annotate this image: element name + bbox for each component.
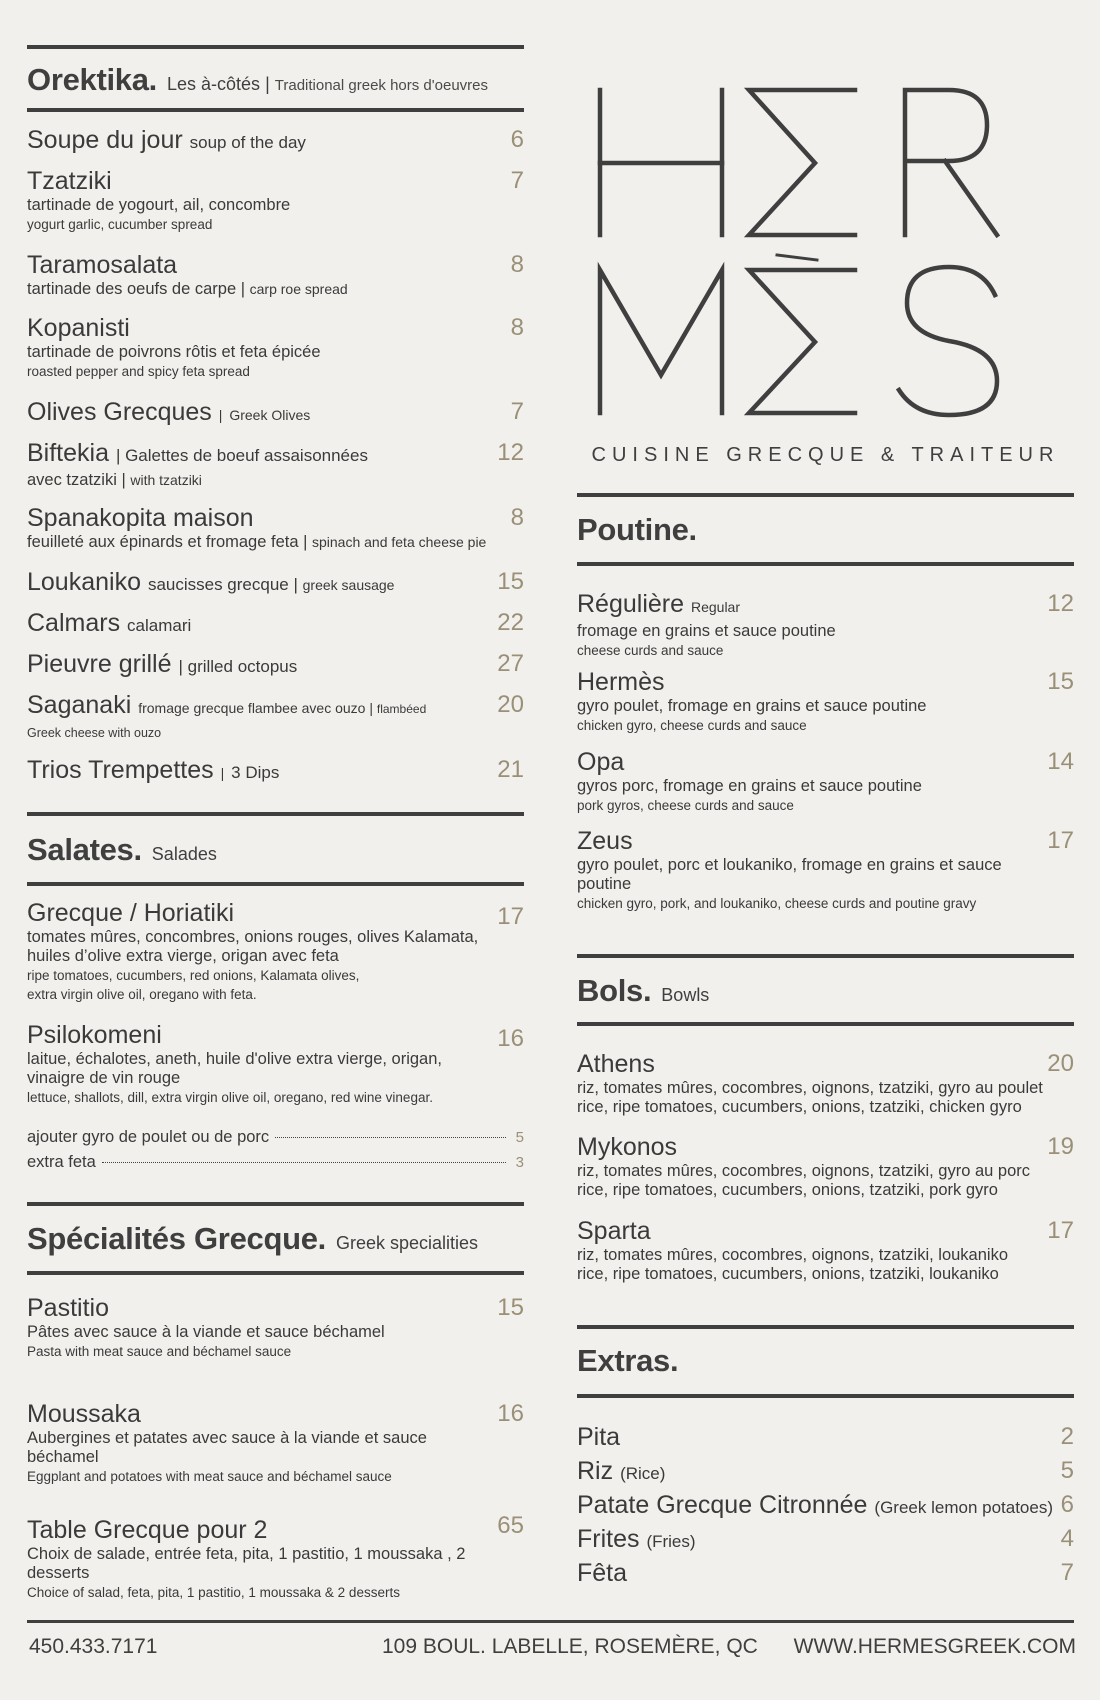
menu-item bbox=[577, 1132, 1074, 1200]
addon-row bbox=[27, 1153, 524, 1172]
menu-item bbox=[27, 125, 524, 158]
section-title: Poutine. bbox=[577, 512, 697, 547]
item-price: 16 bbox=[497, 1400, 524, 1427]
item-name: Kopanisti bbox=[27, 314, 130, 342]
footer-website[interactable]: WWW.HERMESGREEK.COM bbox=[793, 1635, 1076, 1658]
extras-item bbox=[577, 1456, 1074, 1489]
menu-item bbox=[577, 667, 1074, 735]
item-subtitle: (Greek lemon potatoes) bbox=[874, 1498, 1054, 1517]
item-name: Olives Grecques bbox=[27, 398, 212, 426]
section-title: Bols. bbox=[577, 973, 652, 1008]
section-header-specialites bbox=[27, 1221, 478, 1257]
item-desc-fr: riz, tomates mûres, cocombres, oignons, tzatziki, gyro au poulet bbox=[577, 1079, 1043, 1097]
item-name: Calmars bbox=[27, 609, 121, 637]
item-price: 21 bbox=[497, 756, 524, 783]
section-title: Salates. bbox=[27, 832, 142, 867]
item-desc-en: rice, ripe tomatoes, cucumbers, onions, tzatziki, loukaniko bbox=[577, 1265, 999, 1283]
item-price: 27 bbox=[497, 650, 524, 677]
item-subtitle: (Rice) bbox=[620, 1464, 666, 1483]
item-name: Pieuvre grillé bbox=[27, 650, 172, 678]
dot-leader bbox=[275, 1137, 506, 1138]
footer-address: 109 BOUL. LABELLE, ROSEMÈRE, QC bbox=[382, 1635, 758, 1658]
item-desc-en: carp roe spread bbox=[249, 281, 348, 297]
item-price: 19 bbox=[1047, 1133, 1074, 1160]
item-price: 12 bbox=[1047, 590, 1074, 617]
item-price: 16 bbox=[497, 1025, 524, 1052]
menu-item bbox=[27, 1293, 524, 1361]
item-subtitle: 3 Dips bbox=[231, 763, 280, 782]
item-name: Patate Grecque Citronnée bbox=[577, 1491, 868, 1519]
divider bbox=[27, 1271, 524, 1275]
item-subtitle: (Fries) bbox=[646, 1532, 696, 1551]
divider bbox=[27, 882, 524, 886]
section-header-salates bbox=[27, 832, 217, 868]
menu-item: Olives Grecques | Greek Olives 7 bbox=[27, 398, 524, 426]
extras-item bbox=[577, 1524, 1074, 1557]
item-price: 15 bbox=[497, 568, 524, 595]
footer-phone: 450.433.7171 bbox=[29, 1635, 158, 1658]
item-name: Régulière bbox=[577, 590, 685, 618]
dot-leader bbox=[102, 1162, 506, 1163]
item-desc-fr: gyro poulet, porc et loukaniko, fromage en grains et sauce poutine bbox=[577, 856, 1002, 893]
menu-item bbox=[27, 1512, 524, 1602]
divider bbox=[27, 45, 524, 49]
menu-item: Loukaniko saucisses grecque | greek sausage 15 bbox=[27, 568, 524, 596]
item-name: Saganaki bbox=[27, 691, 132, 719]
divider bbox=[577, 562, 1074, 566]
item-price: 15 bbox=[1047, 668, 1074, 695]
divider bbox=[577, 1394, 1074, 1398]
menu-item bbox=[577, 589, 1074, 660]
item-desc-en: Eggplant and potatoes with meat sauce and béchamel sauce bbox=[27, 1469, 392, 1484]
item-price: 20 bbox=[1047, 1050, 1074, 1077]
item-subtitle: fromage grecque flambee avec ouzo bbox=[138, 700, 366, 716]
section-subtitle-fr: Les à-côtés bbox=[167, 74, 261, 94]
item-desc-en: spinach and feta cheese pie bbox=[311, 534, 487, 550]
item-name: Frites bbox=[577, 1525, 640, 1553]
item-desc-en: cheese curds and sauce bbox=[577, 643, 724, 658]
item-name: Soupe du jour bbox=[27, 126, 183, 154]
item-desc-fr: laitue, échalotes, aneth, huile d'olive extra vierge, origan, vinaigre de vin rouge bbox=[27, 1050, 442, 1087]
item-name: Athens bbox=[577, 1050, 655, 1078]
item-price: 2 bbox=[1060, 1423, 1074, 1450]
item-name: Pastitio bbox=[27, 1294, 109, 1322]
menu-item bbox=[577, 1049, 1074, 1117]
item-price: 14 bbox=[1047, 748, 1074, 775]
item-subtitle-en: flambéed bbox=[376, 702, 427, 716]
menu-item: Saganaki fromage grecque flambee avec ouzo | flambéed Greek cheese with ouzo 20 bbox=[27, 690, 524, 743]
item-desc-fr: riz, tomates mûres, cocombres, oignons, tzatziki, gyro au porc bbox=[577, 1162, 1031, 1180]
item-price: 22 bbox=[497, 609, 524, 636]
item-desc-fr: tartinade des oeufs de carpe bbox=[27, 280, 237, 298]
item-desc-fr: riz, tomates mûres, cocombres, oignons, tzatziki, loukaniko bbox=[577, 1246, 1009, 1264]
menu-item bbox=[577, 1216, 1074, 1284]
item-desc-fr: tartinade de poivrons rôtis et feta épicée bbox=[27, 343, 321, 361]
hermes-logo bbox=[597, 75, 1017, 425]
item-desc-fr: tartinade de yogourt, ail, concombre bbox=[27, 196, 291, 214]
item-price: 65 bbox=[497, 1512, 524, 1539]
item-name: Taramosalata bbox=[27, 251, 178, 279]
item-name: Moussaka bbox=[27, 1400, 141, 1428]
section-title: Orektika. bbox=[27, 62, 157, 97]
menu-item bbox=[577, 826, 1074, 913]
svg-text:HΣR: HΣR bbox=[807, 75, 810, 76]
item-desc-fr: avec tzatziki bbox=[27, 471, 117, 489]
addon-label: ajouter gyro de poulet ou de porc bbox=[27, 1128, 270, 1146]
section-header-extras bbox=[577, 1343, 678, 1379]
item-name: Hermès bbox=[577, 668, 665, 696]
extras-item bbox=[577, 1490, 1074, 1523]
item-subtitle: Galettes de boeuf assaisonnées bbox=[125, 446, 368, 465]
addon-row bbox=[27, 1128, 524, 1147]
item-desc-fr: Aubergines et patates avec sauce à la viande et sauce béchamel bbox=[27, 1429, 427, 1466]
menu-item bbox=[27, 898, 524, 1004]
item-price: 15 bbox=[497, 1294, 524, 1321]
logo-letter-sigma bbox=[749, 90, 855, 235]
item-desc-fr: fromage en grains et sauce poutine bbox=[577, 622, 836, 640]
item-price: 20 bbox=[497, 691, 524, 718]
item-desc-en: rice, ripe tomatoes, cucumbers, onions, tzatziki, chicken gyro bbox=[577, 1098, 1022, 1116]
divider bbox=[577, 493, 1074, 497]
item-price: 17 bbox=[1047, 827, 1074, 854]
divider bbox=[577, 954, 1074, 958]
item-price: 7 bbox=[510, 398, 524, 425]
item-subtitle: calamari bbox=[127, 616, 192, 635]
menu-item bbox=[27, 313, 524, 381]
section-title: Extras. bbox=[577, 1343, 679, 1378]
item-price: 17 bbox=[1047, 1217, 1074, 1244]
item-price: 6 bbox=[1060, 1491, 1074, 1518]
item-name: Biftekia bbox=[27, 439, 109, 467]
item-desc-fr: Choix de salade, entrée feta, pita, 1 pastitio, 1 moussaka , 2 desserts bbox=[27, 1545, 466, 1582]
logo-letter-s bbox=[899, 267, 997, 415]
item-price: 8 bbox=[510, 251, 524, 278]
item-name: Trios Trempettes bbox=[27, 756, 214, 784]
item-price: 7 bbox=[510, 167, 524, 194]
item-name: Opa bbox=[577, 748, 625, 776]
item-desc-en: Choice of salad, feta, pita, 1 pastitio, 1 moussaka & 2 desserts bbox=[27, 1585, 400, 1600]
divider bbox=[27, 108, 524, 112]
item-desc-en: roasted pepper and spicy feta spread bbox=[27, 364, 250, 379]
addon-price: 5 bbox=[515, 1129, 524, 1146]
item-desc-en: rice, ripe tomatoes, cucumbers, onions, tzatziki, pork gyro bbox=[577, 1181, 998, 1199]
item-desc-en: ripe tomatoes, cucumbers, red onions, Kalamata olives, extra virgin olive oil, oregano with feta. bbox=[27, 968, 360, 1002]
divider bbox=[27, 812, 524, 816]
section-subtitle-en: Traditional greek hors d'oeuvres bbox=[274, 77, 489, 94]
logo-letter-m bbox=[600, 270, 722, 413]
section-title: Spécialités Grecque. bbox=[27, 1221, 326, 1256]
menu-item bbox=[577, 747, 1074, 815]
item-desc-en: chicken gyro, cheese curds and sauce bbox=[577, 718, 807, 733]
extras-item bbox=[577, 1558, 1074, 1588]
item-subtitle: Regular bbox=[690, 599, 740, 615]
logo-letter-r bbox=[905, 90, 997, 235]
item-desc-en: yogurt garlic, cucumber spread bbox=[27, 217, 213, 232]
addon-label: extra feta bbox=[27, 1153, 96, 1171]
divider bbox=[577, 1022, 1074, 1026]
item-desc-en: with tzatziki bbox=[130, 472, 202, 488]
menu-item: Pieuvre grillé | grilled octopus 27 bbox=[27, 650, 524, 678]
item-name: Sparta bbox=[577, 1217, 651, 1245]
item-desc-fr: gyro poulet, fromage en grains et sauce poutine bbox=[577, 697, 927, 715]
menu-item: Spanakopita maison feuilleté aux épinards et fromage feta | spinach and feta cheese pie 8 bbox=[27, 504, 524, 551]
item-desc-en: Pasta with meat sauce and béchamel sauce bbox=[27, 1344, 292, 1359]
section-subtitle: Bowls bbox=[661, 985, 710, 1005]
item-desc-en: lettuce, shallots, dill, extra virgin olive oil, oregano, red wine vinegar. bbox=[27, 1090, 433, 1105]
item-price: 6 bbox=[510, 126, 524, 153]
item-desc-fr: gyros porc, fromage en grains et sauce poutine bbox=[577, 777, 922, 795]
menu-item: Biftekia | Galettes de boeuf assaisonnées avec tzatziki | with tzatziki 12 bbox=[27, 439, 524, 489]
item-price: 4 bbox=[1060, 1525, 1074, 1552]
item-desc-fr: tomates mûres, concombres, onions rouges, olives Kalamata, huiles d’olive extra vierge, origan avec feta bbox=[27, 928, 479, 965]
menu-item: Trios Trempettes | 3 Dips 21 bbox=[27, 756, 524, 784]
brand-tagline: CUISINE GRECQUE & TRAITEUR bbox=[591, 444, 1060, 466]
item-desc-en: chicken gyro, pork, and loukaniko, cheese curds and poutine gravy bbox=[577, 896, 977, 911]
item-name: Zeus bbox=[577, 827, 633, 855]
section-header-bols bbox=[577, 973, 709, 1009]
item-name: Psilokomeni bbox=[27, 1021, 162, 1049]
item-desc-en: Greek cheese with ouzo bbox=[27, 726, 162, 740]
item-name: Mykonos bbox=[577, 1133, 678, 1161]
menu-item bbox=[27, 1399, 524, 1486]
menu-item: Taramosalata tartinade des oeufs de carpe | carp roe spread 8 bbox=[27, 251, 524, 298]
item-name: Spanakopita maison bbox=[27, 504, 254, 532]
section-header-orektika: Orektika. Les à-côtés | Traditional greek hors d'oeuvres bbox=[27, 62, 489, 97]
item-price: 17 bbox=[497, 903, 524, 930]
item-desc-fr: feuilleté aux épinards et fromage feta bbox=[27, 533, 299, 551]
item-price: 12 bbox=[497, 439, 524, 466]
menu-item bbox=[27, 166, 524, 234]
item-name: Loukaniko bbox=[27, 568, 141, 596]
section-subtitle: Greek specialities bbox=[335, 1233, 479, 1253]
item-subtitle: soup of the day bbox=[189, 133, 306, 152]
menu-item bbox=[27, 608, 524, 641]
item-desc-en: pork gyros, cheese curds and sauce bbox=[577, 798, 794, 813]
item-price: 5 bbox=[1060, 1457, 1074, 1484]
item-name: Tzatziki bbox=[27, 167, 112, 195]
item-name: Table Grecque pour 2 bbox=[27, 1516, 268, 1544]
item-price: 8 bbox=[510, 314, 524, 341]
item-name: Fêta bbox=[577, 1559, 628, 1587]
menu-item bbox=[27, 1020, 524, 1107]
item-subtitle-en: greek sausage bbox=[302, 577, 395, 593]
item-subtitle: Greek Olives bbox=[229, 407, 311, 423]
item-name: Grecque / Horiatiki bbox=[27, 899, 235, 927]
item-desc-fr: Pâtes avec sauce à la viande et sauce béchamel bbox=[27, 1323, 385, 1341]
divider bbox=[577, 1325, 1074, 1329]
logo-accent bbox=[777, 255, 817, 260]
item-price: 7 bbox=[1060, 1559, 1074, 1586]
extras-item bbox=[577, 1422, 1074, 1452]
addon-price: 3 bbox=[515, 1154, 524, 1171]
item-subtitle: grilled octopus bbox=[187, 657, 298, 676]
logo-letter-sigma-2 bbox=[749, 270, 855, 413]
item-name: Pita bbox=[577, 1423, 621, 1451]
item-subtitle: saucisses grecque bbox=[147, 575, 289, 594]
item-name: Riz bbox=[577, 1457, 614, 1485]
footer-divider bbox=[27, 1620, 1074, 1623]
item-price: 8 bbox=[510, 504, 524, 531]
section-subtitle: Salades bbox=[151, 844, 217, 864]
divider bbox=[27, 1202, 524, 1206]
section-header-poutine bbox=[577, 512, 697, 548]
